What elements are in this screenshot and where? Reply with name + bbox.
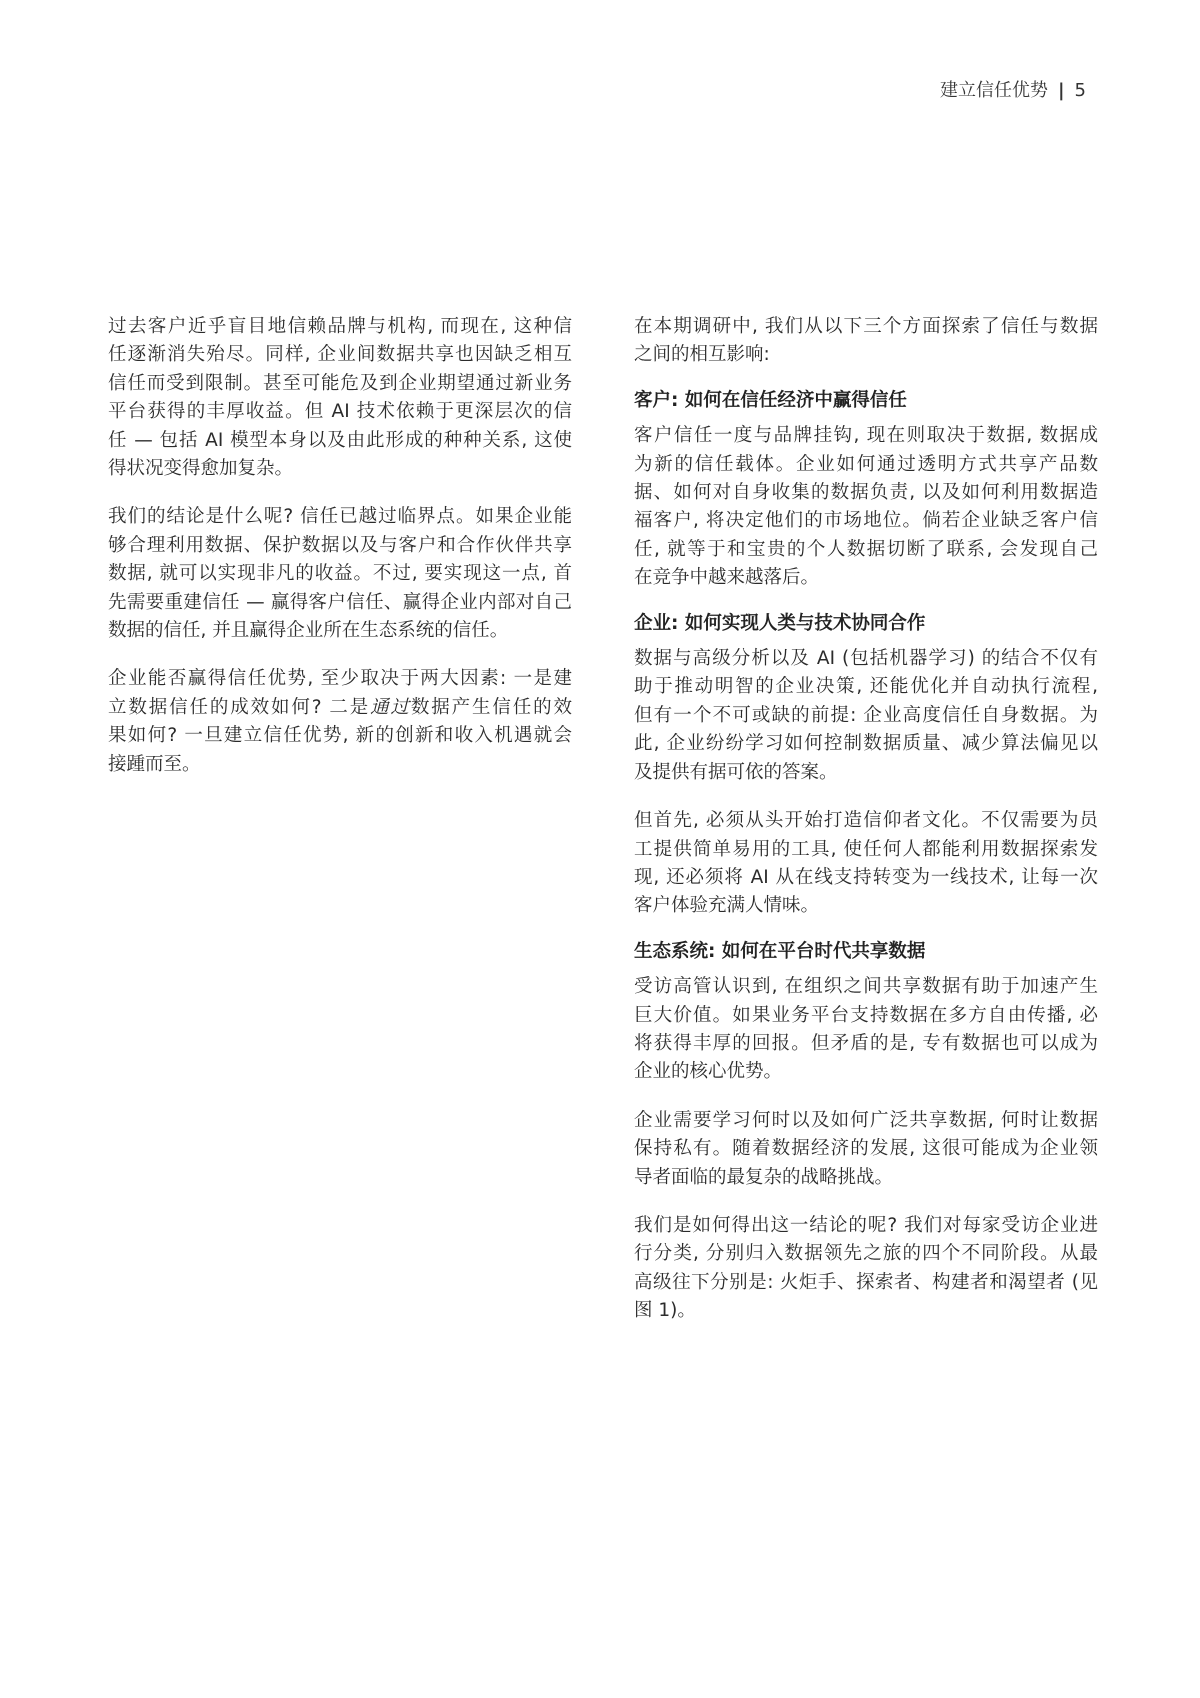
text-line: 先需要重建信任 — 赢得客户信任、赢得企业内部对自己 [108,591,572,613]
text-line: 此, 企业纷纷学习如何控制数据质量、减少算法偏见以 [634,733,1098,755]
page-number: 5 [1074,80,1086,101]
text-segment: 立数据信任的成效如何? 二是 [108,696,371,718]
text-line [108,694,572,722]
text-line: 够合理利用数据、保护数据以及与客户和合作伙伴共享 [108,534,572,556]
text-line: 企业的核心优势。 [634,1061,783,1083]
text-line: 保持私有。随着数据经济的发展, 这很可能成为企业领 [634,1138,1098,1160]
paragraph [108,503,572,645]
paragraph [108,313,572,483]
text-line: 将获得丰厚的回报。但矛盾的是, 专有数据也可以成为 [634,1032,1098,1054]
text-line: 得状况变得愈加复杂。 [108,458,294,480]
text-line: 福客户, 将决定他们的市场地位。倘若企业缺乏客户信 [634,510,1098,532]
paragraph [634,1107,1098,1192]
paragraph [634,645,1098,787]
text-line: 平台获得的丰厚收益。但 AI 技术依赖于更深层次的信 [108,401,572,423]
text-line: 任, 就等于和宝贵的个人数据切断了联系, 会发现自己 [634,538,1098,560]
text-line: 我们是如何得出这一结论的呢? 我们对每家受访企业进 [634,1214,1098,1236]
text-line: 客户信任一度与品牌挂钩, 现在则取决于数据, 数据成 [634,425,1098,447]
text-line: 导者面临的最复杂的战略挑战。 [634,1166,894,1188]
paragraph [634,422,1098,592]
section-title: 建立信任优势 [939,80,1048,101]
text-line: 据、如何对自身收集的数据负责, 以及如何利用数据造 [634,482,1098,504]
running-header [940,76,1086,102]
text-line: 图 1)。 [634,1300,696,1322]
paragraph [108,665,572,779]
paragraph [634,1212,1098,1326]
text-line: 工提供简单易用的工具, 使任何人都能利用数据探索发 [634,838,1098,860]
text-line: 现, 还必须将 AI 从在线支持转变为一线技术, 让每一次 [634,866,1098,888]
text-line: 数据的信任, 并且赢得企业所在生态系统的信任。 [108,620,509,642]
text-line: 巨大价值。如果业务平台支持数据在多方自由传播, 必 [634,1004,1098,1026]
section-heading: 客户: 如何在信任经济中赢得信任 [634,389,907,411]
text-line: 任 — 包括 AI 模型本身以及由此形成的种种关系, 这使 [108,429,572,451]
text-line: 过去客户近乎盲目地信赖品牌与机构, 而现在, 这种信 [108,316,572,337]
left-column [108,313,572,799]
text-line: 及提供有据可依的答案。 [634,761,838,783]
text-line: 为新的信任载体。企业如何通过透明方式共享产品数 [634,453,1098,475]
paragraph [634,313,1098,370]
text-line: 数据, 就可以实现非凡的收益。不过, 要实现这一点, 首 [108,563,572,585]
text-line: 信任而受到限制。甚至可能危及到企业期望通过新业务 [108,372,572,394]
text-line: 助于推动明智的企业决策, 还能优化并自动执行流程, [634,676,1098,698]
text-line: 任逐渐消失殆尽。同样, 企业间数据共享也因缺乏相互 [108,344,572,366]
text-line: 客户体验充满人情味。 [634,895,820,917]
text-line: 企业能否赢得信任优势, 至少取决于两大因素: 一是建 [108,668,572,690]
text-line: 之间的相互影响: [634,344,770,366]
right-column [634,313,1098,1346]
text-segment: 数据产生信任的效 [410,696,572,718]
text-line: 我们的结论是什么呢? 信任已越过临界点。如果企业能 [108,506,572,528]
header-separator: | [1057,80,1065,101]
text-line: 但有一个不可或缺的前提: 企业高度信任自身数据。为 [634,704,1098,726]
text-line: 果如何? 一旦建立信任优势, 新的创新和收入机遇就会 [108,725,572,747]
text-line: 但首先, 必须从头开始打造信仰者文化。不仅需要为员 [634,810,1098,832]
emphasis-text: 通过 [370,696,411,718]
paragraph [634,807,1098,921]
text-line: 数据与高级分析以及 AI (包括机器学习) 的结合不仅有 [634,648,1098,670]
text-line: 行分类, 分别归入数据领先之旅的四个不同阶段。从最 [634,1243,1098,1265]
text-line: 接踵而至。 [108,753,201,775]
text-line: 高级往下分别是: 火炬手、探索者、构建者和渴望者 (见 [634,1271,1098,1293]
text-line: 受访高管认识到, 在组织之间共享数据有助于加速产生 [634,976,1098,998]
text-line: 在竞争中越来越落后。 [634,567,820,589]
paragraph [634,973,1098,1087]
section-heading: 生态系统: 如何在平台时代共享数据 [634,940,926,962]
text-line: 企业需要学习何时以及如何广泛共享数据, 何时让数据 [634,1109,1098,1131]
text-line: 在本期调研中, 我们从以下三个方面探索了信任与数据 [634,316,1098,337]
section-heading: 企业: 如何实现人类与技术协同合作 [634,612,926,634]
